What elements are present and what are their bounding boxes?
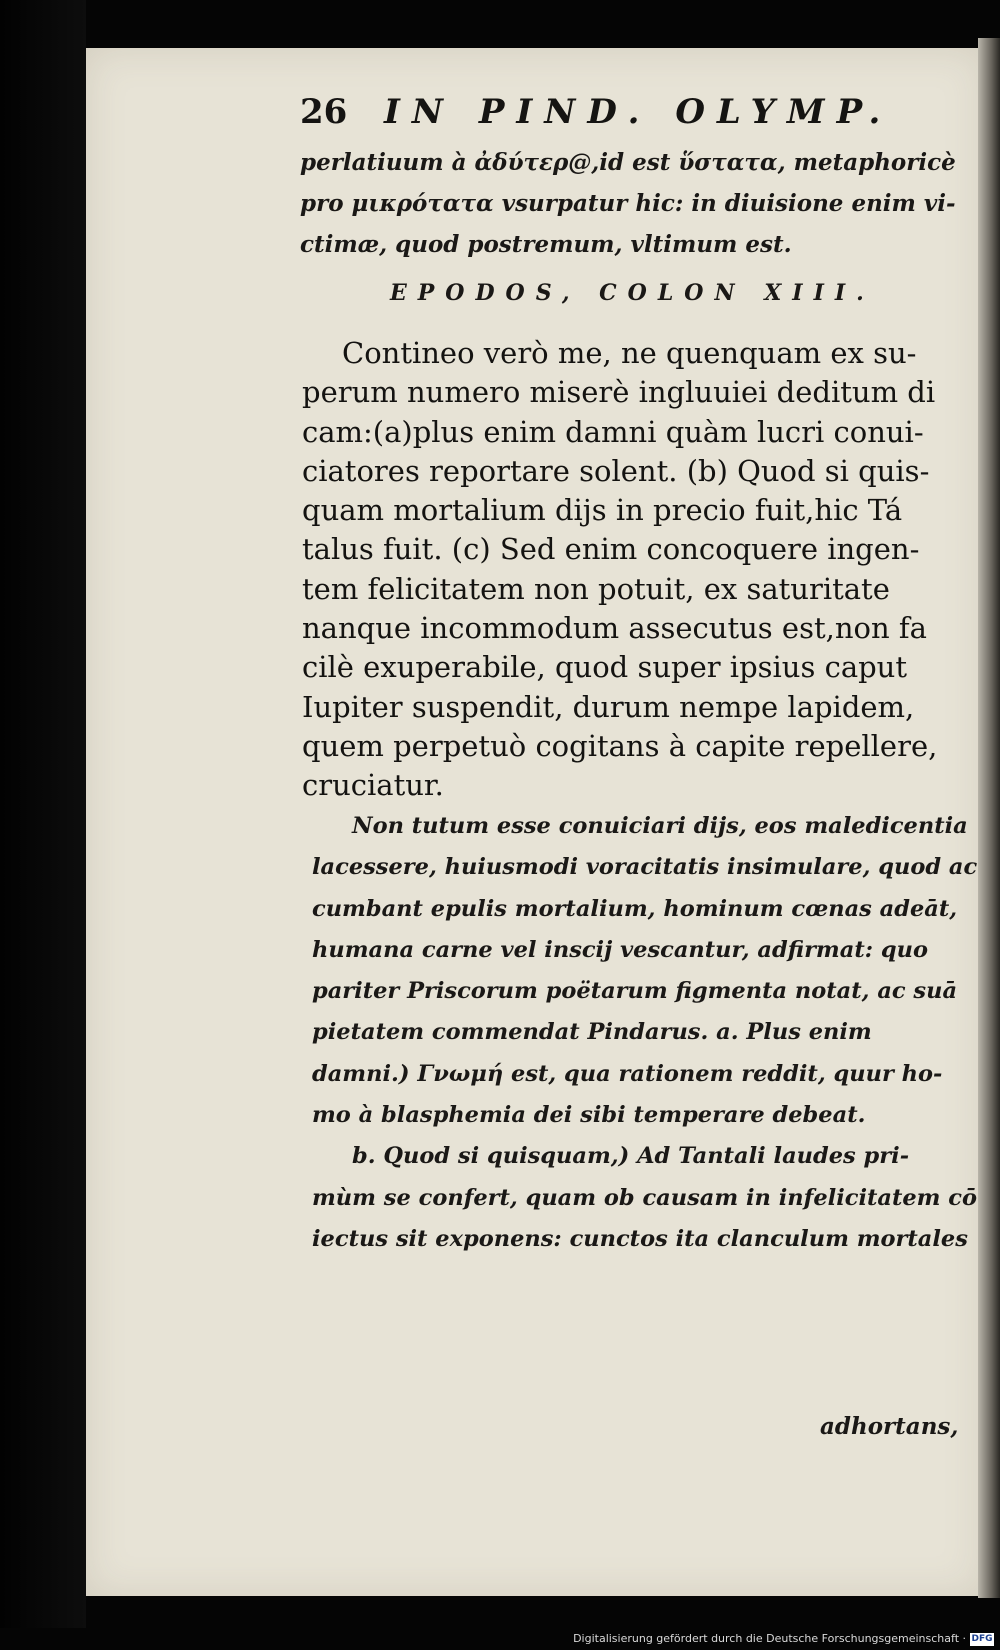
commentary-block [312, 806, 978, 1260]
commentary-line: lacessere, huiusmodi voracitatis insimulare, quod ac [312, 854, 978, 881]
commentary-line: b. Quod si quisquam,) Ad Tantali laudes pri- [352, 1143, 910, 1170]
text-line: Iupiter suspendit, durum nempe lapidem, [302, 689, 915, 724]
text-line: quem perpetuò cogitans à capite repellere, [302, 728, 938, 763]
digitization-credit: Digitalisierung gefördert durch die Deutsche Forschungsgemeinschaft · [573, 1632, 966, 1645]
commentary-line: damni.) Γνωμή est, qua rationem reddit, quur ho- [312, 1060, 943, 1087]
commentary-line: mùm se confert, quam ob causam in infelicitatem cō [312, 1184, 978, 1211]
commentary-line: pietatem commendat Pindarus. a. Plus enim [312, 1019, 872, 1046]
text-line: cruciatur. [302, 768, 444, 803]
commentary-line: pro μικρότατα vsurpatur hic: in diuisione enim vi- [300, 190, 956, 217]
commentary-line: perlatiuum à ἀδύτερ@,id est ὕστατα, metaphoricè [300, 149, 956, 176]
text-line: Contineo verò me, ne quenquam ex su- [342, 336, 917, 370]
text-line: talus fuit. (c) Sed enim concoquere ingen- [302, 532, 920, 567]
page-edge [978, 38, 1000, 1598]
dfg-logo: DFG [971, 1634, 993, 1644]
commentary-line: mo à blasphemia dei sibi temperare debeat. [312, 1102, 866, 1129]
running-head: IN PIND. OLYMP. [384, 92, 893, 132]
main-latin-text [302, 334, 952, 806]
commentary-line: cumbant epulis mortalium, hominum cœnas adeāt, [312, 895, 958, 922]
text-line: nanque incommodum assecutus est,non fa [302, 611, 927, 646]
facing-page-shadow [0, 0, 86, 1650]
text-line: ciatores reportare solent. (b) Quod si quis- [302, 453, 930, 488]
commentary-line: pariter Priscorum poëtarum figmenta notat, ac suā [312, 978, 958, 1005]
text-line: cam:(a)plus enim damni quàm lucri conui- [302, 414, 924, 449]
page-number: 26 [300, 92, 348, 132]
commentary-line: Non tutum esse conuiciari dijs, eos maledicentia [352, 813, 968, 839]
text-line: perum numero miserè ingluuiei deditum di [302, 375, 936, 410]
text-line: quam mortalium dijs in precio fuit,hic Tá [302, 493, 903, 528]
lead-commentary [300, 142, 956, 265]
text-line: cilè exuperabile, quod super ipsius caput [302, 650, 908, 685]
commentary-line: humana carne vel inscij vescantur, adfirmat: quo [312, 936, 928, 963]
commentary-line: ctimæ, quod postremum, vltimum est. [300, 231, 792, 258]
catchword: adhortans, [820, 1413, 959, 1440]
text-line: tem felicitatem non potuit, ex saturitate [302, 571, 890, 606]
commentary-line: iectus sit exponens: cunctos ita clanculum mortales [312, 1225, 968, 1252]
section-heading: EPODOS, COLON XIII. [390, 280, 875, 306]
